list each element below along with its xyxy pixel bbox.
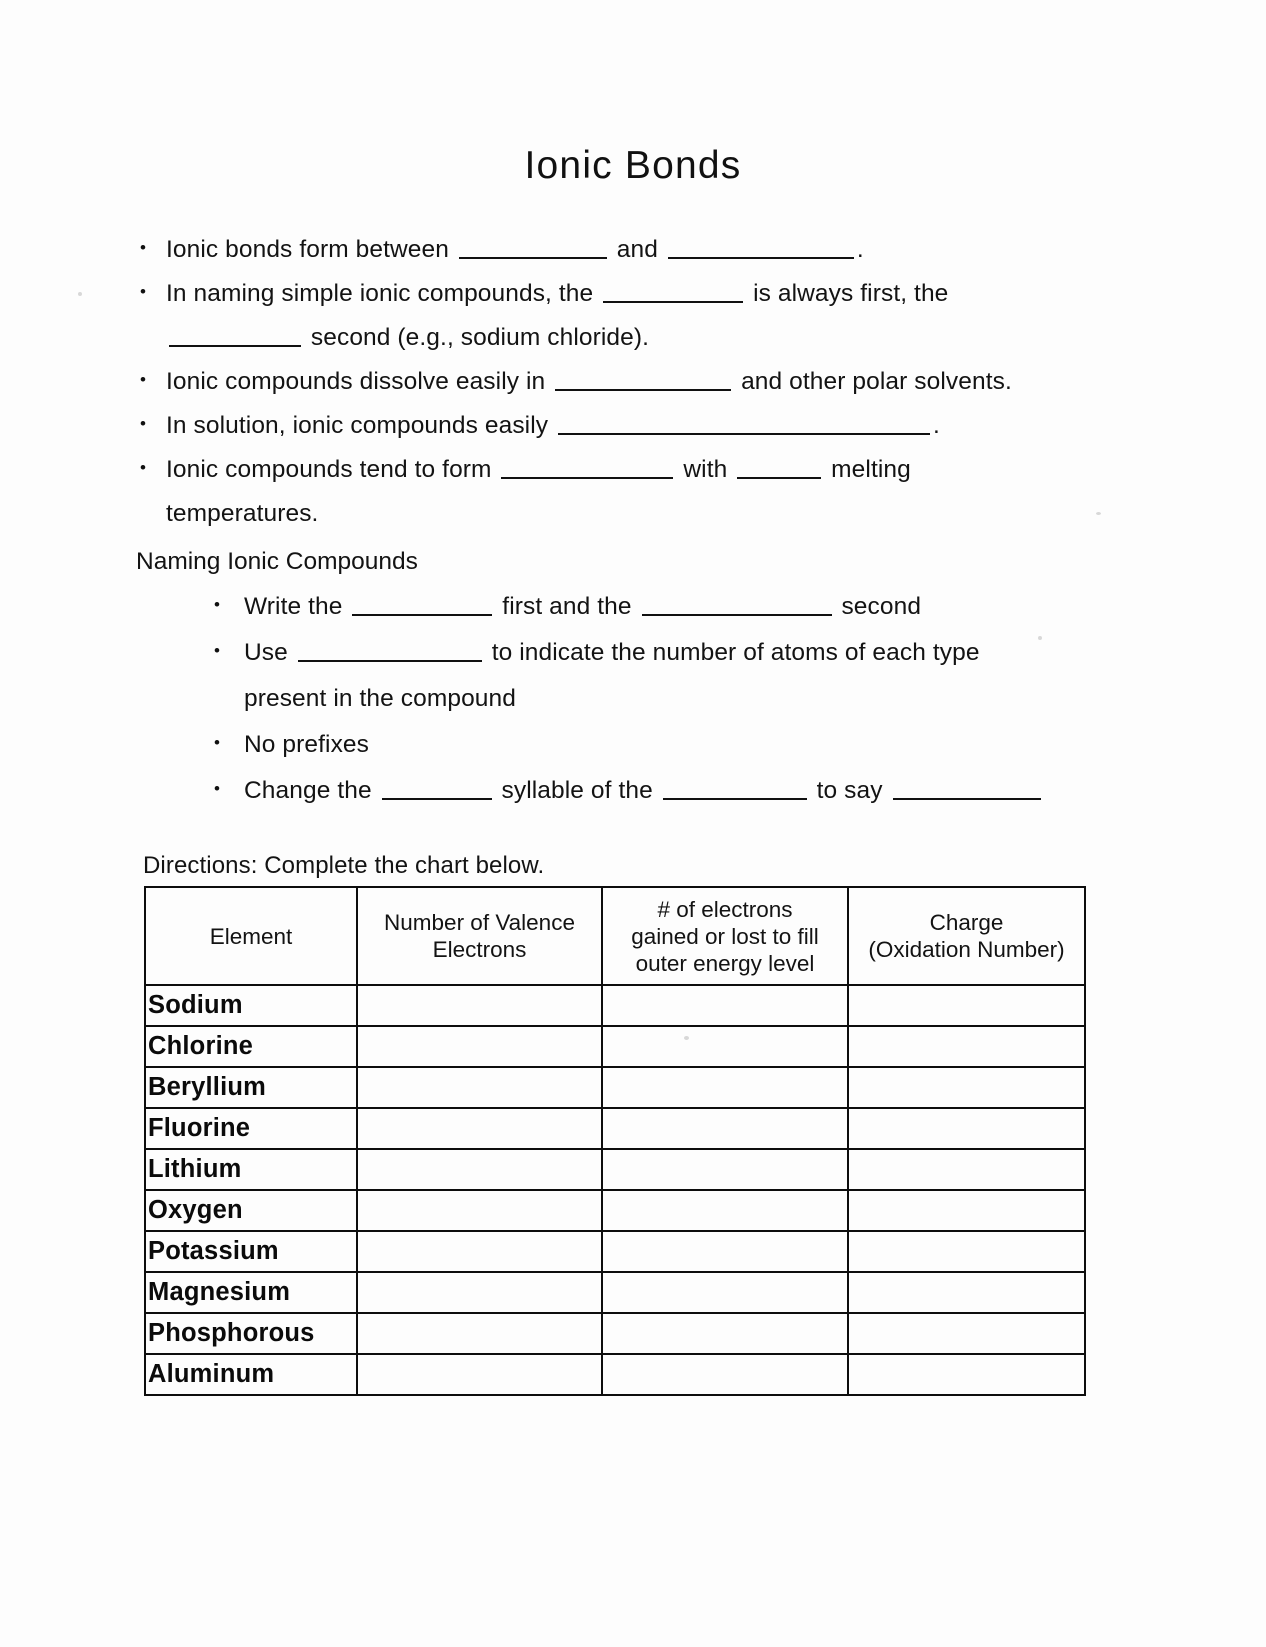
chart-cell-gained_lost[interactable] xyxy=(602,1190,848,1231)
chart-cell-element-name: Fluorine xyxy=(145,1108,357,1149)
bullet-2-answer-blank[interactable] xyxy=(169,319,301,347)
sub-bullet-3-text: No prefixes xyxy=(244,731,370,758)
chart-header-line: gained or lost to fill xyxy=(631,923,819,949)
bullet-4-text: . xyxy=(933,412,940,439)
scan-speck xyxy=(78,292,82,296)
chart-cell-valence[interactable] xyxy=(357,1026,602,1067)
sub-bullet-2-text: Use xyxy=(244,639,295,666)
bullet-2-text: In naming simple ionic compounds, the xyxy=(166,280,601,307)
chart-cell-charge[interactable] xyxy=(848,1313,1085,1354)
sub-bullet-4 xyxy=(208,768,1116,814)
chart-cell-element-name: Aluminum xyxy=(145,1354,357,1395)
sub-bullet-1-text: first and the xyxy=(495,593,639,620)
bullet-1-text: and xyxy=(609,236,665,263)
sub-bullet-1-answer-blank[interactable] xyxy=(642,588,832,616)
chart-header-line: Element xyxy=(209,923,293,949)
chart-cell-element-name: Potassium xyxy=(145,1231,357,1272)
bullet-5-answer-blank[interactable] xyxy=(501,451,673,479)
sub-bullet-1 xyxy=(208,584,1116,630)
chart-cell-gained_lost[interactable] xyxy=(602,1108,848,1149)
table-row xyxy=(145,1272,1085,1313)
chart-cell-charge[interactable] xyxy=(848,1190,1085,1231)
bullet-1-answer-blank[interactable] xyxy=(668,231,854,259)
bullet-5-text: temperatures. xyxy=(166,500,319,527)
scan-speck xyxy=(684,1036,689,1040)
table-row xyxy=(145,1067,1085,1108)
bullet-5-text: melting xyxy=(824,456,911,483)
chart-cell-charge[interactable] xyxy=(848,1231,1085,1272)
sub-bullet-1-text: second xyxy=(834,593,922,620)
sub-bullet-2-answer-blank[interactable] xyxy=(298,634,482,662)
chart-header-gained_lost xyxy=(602,887,848,985)
bullet-5-answer-blank[interactable] xyxy=(737,451,821,479)
bullet-3-text: Ionic compounds dissolve easily in xyxy=(166,368,553,395)
directions-text: Directions: Complete the chart below. xyxy=(143,852,545,879)
naming-section-heading: Naming Ionic Compounds xyxy=(136,548,418,575)
table-row xyxy=(145,1149,1085,1190)
chart-cell-element-name: Chlorine xyxy=(145,1026,357,1067)
sub-bullet-2-text: to indicate the number of atoms of each type xyxy=(484,639,980,666)
sub-bullet-4-text: Change the xyxy=(244,777,379,804)
chart-header-valence xyxy=(357,887,602,985)
table-row xyxy=(145,985,1085,1026)
chart-cell-valence[interactable] xyxy=(357,1067,602,1108)
chart-cell-element-name: Beryllium xyxy=(145,1067,357,1108)
sub-bullet-4-text: syllable of the xyxy=(494,777,660,804)
bullet-1 xyxy=(136,228,1116,272)
bullet-3-answer-blank[interactable] xyxy=(555,363,731,391)
element-chart xyxy=(144,886,1086,1396)
bullet-2-text: second (e.g., sodium chloride). xyxy=(304,324,650,351)
chart-header-line: (Oxidation Number) xyxy=(868,937,1065,962)
chart-header-charge xyxy=(848,887,1085,985)
chart-cell-valence[interactable] xyxy=(357,1190,602,1231)
sub-bullet-2-text: present in the compound xyxy=(244,685,516,712)
chart-cell-charge[interactable] xyxy=(848,1067,1085,1108)
chart-header-line: outer energy level xyxy=(635,950,815,976)
chart-cell-element-name: Magnesium xyxy=(145,1272,357,1313)
chart-cell-gained_lost[interactable] xyxy=(602,1313,848,1354)
chart-cell-valence[interactable] xyxy=(357,1231,602,1272)
table-row xyxy=(145,1313,1085,1354)
chart-cell-gained_lost[interactable] xyxy=(602,1067,848,1108)
bullet-5-text: Ionic compounds tend to form xyxy=(166,456,499,483)
sub-bullet-3 xyxy=(208,722,1116,768)
naming-sub-bullet-list xyxy=(0,584,1266,814)
element-chart-wrapper xyxy=(144,886,1084,1396)
chart-cell-charge[interactable] xyxy=(848,1354,1085,1395)
scan-speck xyxy=(1038,636,1042,640)
bullet-2-text: is always first, the xyxy=(746,280,949,307)
sub-bullet-4-answer-blank[interactable] xyxy=(663,772,807,800)
sub-bullet-4-text: to say xyxy=(809,777,890,804)
bullet-2 xyxy=(136,272,1116,360)
chart-cell-gained_lost[interactable] xyxy=(602,985,848,1026)
bullet-3-text: and other polar solvents. xyxy=(734,368,1012,395)
chart-cell-element-name: Sodium xyxy=(145,985,357,1026)
table-row xyxy=(145,1231,1085,1272)
chart-cell-valence[interactable] xyxy=(357,1354,602,1395)
chart-cell-gained_lost[interactable] xyxy=(602,1149,848,1190)
bullet-3 xyxy=(136,360,1116,404)
sub-bullet-1-text: Write the xyxy=(244,593,350,620)
bullet-4 xyxy=(136,404,1116,448)
table-row xyxy=(145,1026,1085,1067)
chart-cell-gained_lost[interactable] xyxy=(602,1026,848,1067)
sub-bullet-4-answer-blank[interactable] xyxy=(382,772,492,800)
bullet-1-answer-blank[interactable] xyxy=(459,231,607,259)
table-row xyxy=(145,1190,1085,1231)
chart-cell-charge[interactable] xyxy=(848,1272,1085,1313)
chart-header-element xyxy=(145,887,357,985)
chart-cell-charge[interactable] xyxy=(848,1108,1085,1149)
bullet-5-text: with xyxy=(676,456,735,483)
sub-bullet-1-answer-blank[interactable] xyxy=(352,588,492,616)
chart-header-line: Charge xyxy=(929,910,1004,935)
bullet-4-answer-blank[interactable] xyxy=(558,407,930,435)
bullet-2-answer-blank[interactable] xyxy=(603,275,743,303)
chart-cell-element-name: Phosphorous xyxy=(145,1313,357,1354)
chart-header-line: Number of Valence xyxy=(384,910,575,935)
main-bullet-list xyxy=(0,228,1266,536)
bullet-1-text: Ionic bonds form between xyxy=(166,236,456,263)
chart-header-line: Electrons xyxy=(432,937,527,962)
chart-body xyxy=(145,985,1085,1395)
chart-header-row xyxy=(145,887,1085,985)
bullet-4-text: In solution, ionic compounds easily xyxy=(166,412,556,439)
chart-cell-valence[interactable] xyxy=(357,1272,602,1313)
sub-bullet-4-answer-blank[interactable] xyxy=(893,772,1041,800)
chart-cell-valence[interactable] xyxy=(357,1313,602,1354)
worksheet-body xyxy=(0,228,1266,814)
chart-header xyxy=(145,887,1085,985)
bullet-5 xyxy=(136,448,1116,536)
chart-cell-gained_lost[interactable] xyxy=(602,1272,848,1313)
chart-cell-valence[interactable] xyxy=(357,985,602,1026)
chart-cell-gained_lost[interactable] xyxy=(602,1354,848,1395)
chart-cell-element-name: Oxygen xyxy=(145,1190,357,1231)
chart-header-line: # of electrons xyxy=(657,896,793,922)
table-row xyxy=(145,1108,1085,1149)
table-row xyxy=(145,1354,1085,1395)
sub-bullet-2 xyxy=(208,630,1116,722)
chart-cell-charge[interactable] xyxy=(848,985,1085,1026)
chart-cell-gained_lost[interactable] xyxy=(602,1231,848,1272)
scan-speck xyxy=(1096,512,1101,515)
chart-cell-valence[interactable] xyxy=(357,1108,602,1149)
page-title: Ionic Bonds xyxy=(524,144,742,188)
bullet-1-text: . xyxy=(856,236,864,263)
chart-cell-charge[interactable] xyxy=(848,1026,1085,1067)
chart-cell-element-name: Lithium xyxy=(145,1149,357,1190)
chart-cell-valence[interactable] xyxy=(357,1149,602,1190)
chart-cell-charge[interactable] xyxy=(848,1149,1085,1190)
